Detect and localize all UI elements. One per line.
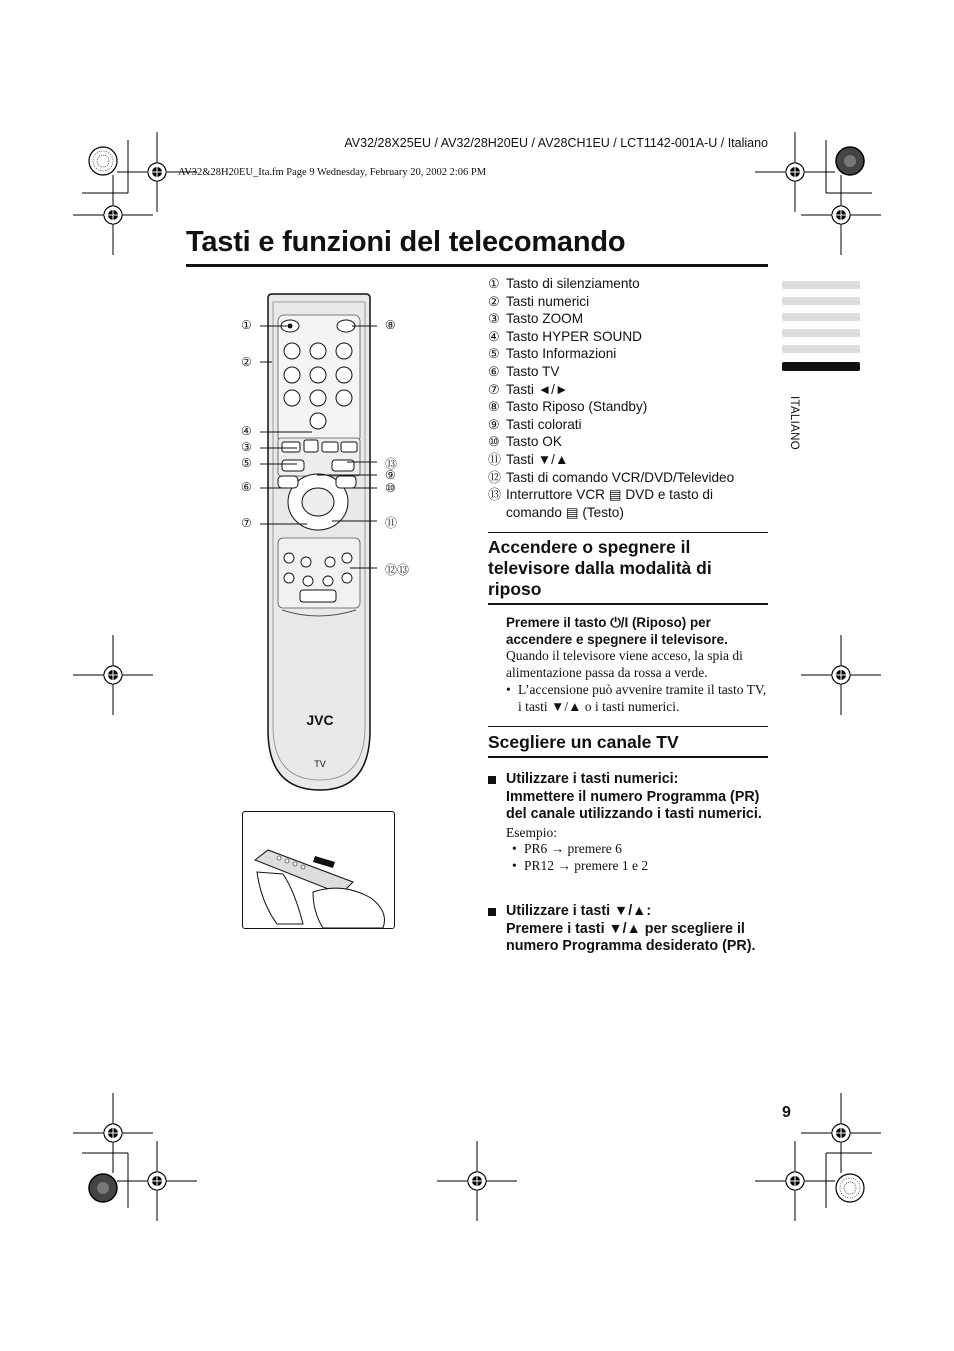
method-title: Utilizzare i tasti numerici:	[506, 771, 679, 787]
callout-leaders	[252, 318, 432, 618]
callout-8: ⑧	[385, 318, 396, 332]
legend-item: ⑬ Interruttore VCR ▤ DVD e tasto di comando ▤ (Testo)	[488, 487, 714, 520]
example-item: • PR12 → premere 1 e 2	[512, 858, 768, 875]
side-tab	[782, 281, 860, 289]
side-tab-active	[782, 362, 860, 371]
example-item: • PR6 → premere 6	[512, 841, 768, 858]
callout-12-13: ⑫⑬	[385, 563, 410, 577]
callout-6: ⑥	[241, 480, 252, 494]
legend-item: ⑫ Tasti di comando VCR/DVD/Televideo	[488, 469, 735, 485]
square-bullet-icon	[488, 908, 496, 916]
legend-item: ⑤ Tasto Informazioni	[488, 346, 617, 362]
side-tab	[782, 345, 860, 353]
legend-item: ① Tasto di silenziamento	[488, 276, 640, 291]
side-tab	[782, 313, 860, 321]
side-tab	[782, 329, 860, 337]
callout-5: ⑤	[241, 456, 252, 470]
legend-item: ③ Tasto ZOOM	[488, 311, 584, 327]
legend-item: ⑧ Tasto Riposo (Standby)	[488, 399, 648, 415]
legend-item: ④ Tasto HYPER SOUND	[488, 328, 642, 344]
section-rule	[488, 532, 768, 533]
legend-item: ② Tasti numerici	[488, 293, 590, 309]
battery-illustration	[242, 811, 395, 929]
numeric-keys-method	[506, 771, 768, 874]
callout-7: ⑦	[241, 516, 252, 530]
page-number: 9	[782, 1104, 791, 1121]
language-tab: ITALIANO	[788, 396, 800, 450]
remote-model-label: TV	[314, 759, 326, 769]
title-rule	[186, 264, 768, 267]
example-label: Esempio:	[506, 824, 557, 840]
standby-instruction: Premere il tasto ⏻/I (Riposo) per accendere e spegnere il televisore.	[506, 615, 728, 647]
section-heading: Accendere o spegnere il televisore dalla modalità di riposo	[488, 537, 712, 599]
standby-body: Quando il televisore viene acceso, la spia di alimentazione passa da rossa a verde.	[506, 648, 743, 680]
legend-item: ⑥ Tasto TV	[488, 363, 560, 379]
legend-item: ⑪ Tasti ▼/▲	[488, 451, 569, 467]
side-tab	[782, 297, 860, 305]
legend-item: ⑨ Tasti colorati	[488, 416, 582, 432]
model-header: AV32/28X25EU / AV32/28H20EU / AV28CH1EU / LCT1142-001A-U / Italiano	[344, 136, 768, 150]
file-info: AV32&28H20EU_Ita.fm Page 9 Wednesday, February 20, 2002 2:06 PM	[178, 167, 487, 178]
arrow-keys-method	[506, 903, 768, 956]
callout-4: ④	[241, 424, 252, 438]
method-text: Immettere il numero Programma (PR) del canale utilizzando i tasti numerici.	[506, 788, 762, 822]
page-title: Tasti e funzioni del telecomando	[186, 226, 626, 258]
callout-10: ⑩	[385, 481, 396, 495]
method-text: Premere i tasti ▼/▲ per scegliere il numero Programma desiderato (PR).	[506, 920, 756, 954]
square-bullet-icon	[488, 776, 496, 784]
section-rule	[488, 756, 768, 758]
callout-3: ③	[241, 440, 252, 454]
callout-9: ⑨	[385, 468, 396, 482]
callout-11: ⑪	[385, 516, 398, 530]
legend-item: ⑩ Tasto OK	[488, 434, 562, 450]
callout-13: ⑬	[385, 457, 398, 471]
method-title: Utilizzare i tasti ▼/▲:	[506, 903, 652, 919]
section-heading: Scegliere un canale TV	[488, 732, 679, 752]
brand-logo: JVC	[306, 712, 334, 728]
callout-1: ①	[241, 318, 252, 332]
key-legend	[488, 275, 768, 521]
standby-bullet: • L’accensione può avvenire tramite il tasto TV, i tasti ▼/▲ o i tasti numerici.	[506, 682, 768, 715]
callout-2: ②	[241, 355, 252, 369]
standby-instructions	[506, 614, 768, 715]
section-rule	[488, 603, 768, 605]
legend-item: ⑦ Tasti ◄/►	[488, 381, 569, 397]
section-rule	[488, 726, 768, 727]
